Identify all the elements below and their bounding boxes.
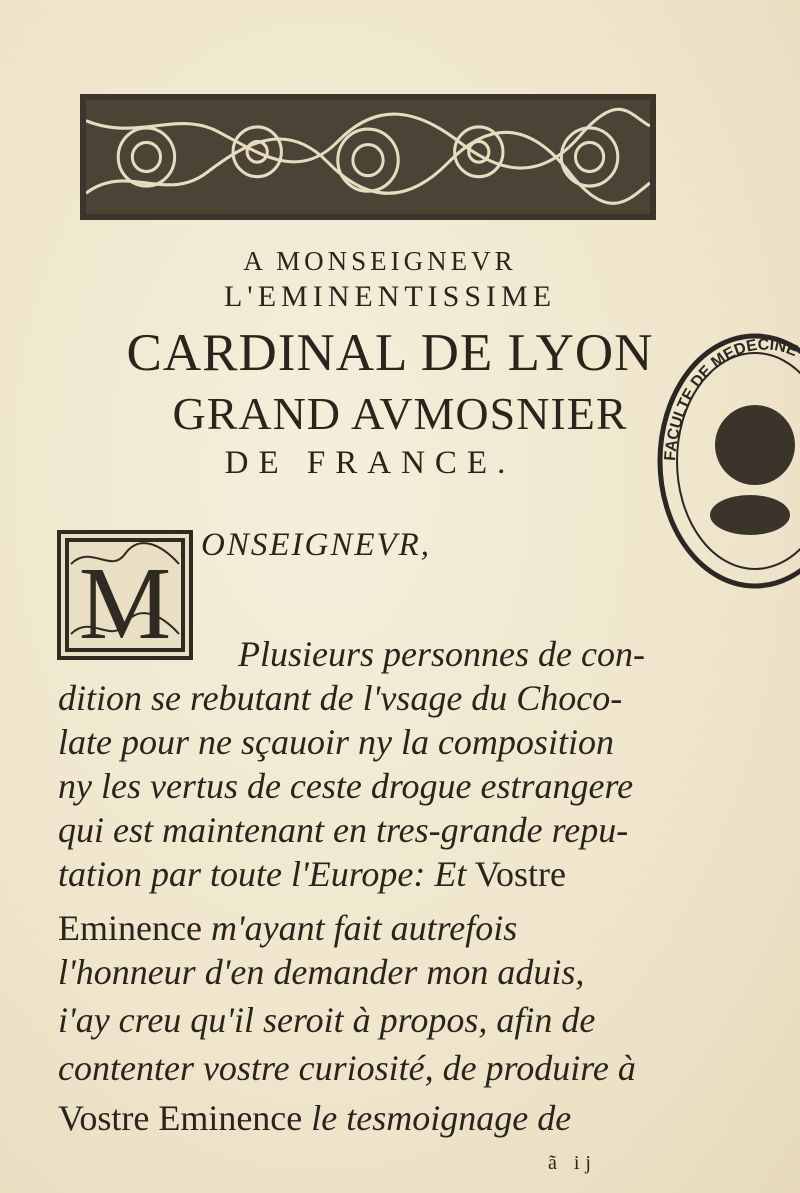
text-line	[58, 906, 678, 950]
salutation: ONSEIGNEVR,	[201, 527, 432, 563]
signature-mark: ã ij	[548, 1152, 597, 1174]
text-span: Eminence	[58, 908, 202, 948]
text-span: le tesmoignage de	[311, 1098, 572, 1138]
text-line: late pour ne sçauoir ny la composition	[58, 722, 614, 762]
text-line: i'ay creu qu'il seroit à propos, afin de	[58, 1000, 596, 1040]
text-span: Vostre	[474, 854, 567, 894]
decorated-initial	[57, 530, 193, 660]
dropcap-letter: M	[78, 546, 172, 656]
text-span: tation par toute l'Europe: Et	[58, 854, 467, 894]
text-span: m'ayant fait autrefois	[210, 908, 518, 948]
text-line	[58, 852, 678, 896]
text-line	[58, 1096, 678, 1140]
text-line: Plusieurs personnes de con-	[238, 634, 645, 674]
text-line: ny les vertus de ceste drogue estrangere	[58, 766, 634, 806]
dedication-line-1: A MONSEIGNEVR	[243, 246, 517, 276]
text-line: contenter vostre curiosité, de produire à	[58, 1048, 636, 1088]
dedication-line-2: L'EMINENTISSIME	[223, 280, 557, 313]
text-line: qui est maintenant en tres-grande repu-	[58, 810, 629, 850]
dedication-line-3: CARDINAL DE LYON	[126, 324, 654, 382]
dedication-line-5: DE FRANCE.	[224, 445, 516, 481]
floral-headpiece-icon	[80, 94, 656, 220]
stamp-text: FACULTE DE MEDECINE	[661, 336, 800, 462]
text-line: dition se rebutant de l'vsage du Choco-	[58, 678, 623, 718]
library-stamp-icon	[655, 330, 800, 592]
text-line: l'honneur d'en demander mon aduis,	[58, 952, 585, 992]
text-span: Vostre Eminence	[58, 1098, 303, 1138]
dedication-line-4: GRAND AVMOSNIER	[172, 388, 628, 439]
